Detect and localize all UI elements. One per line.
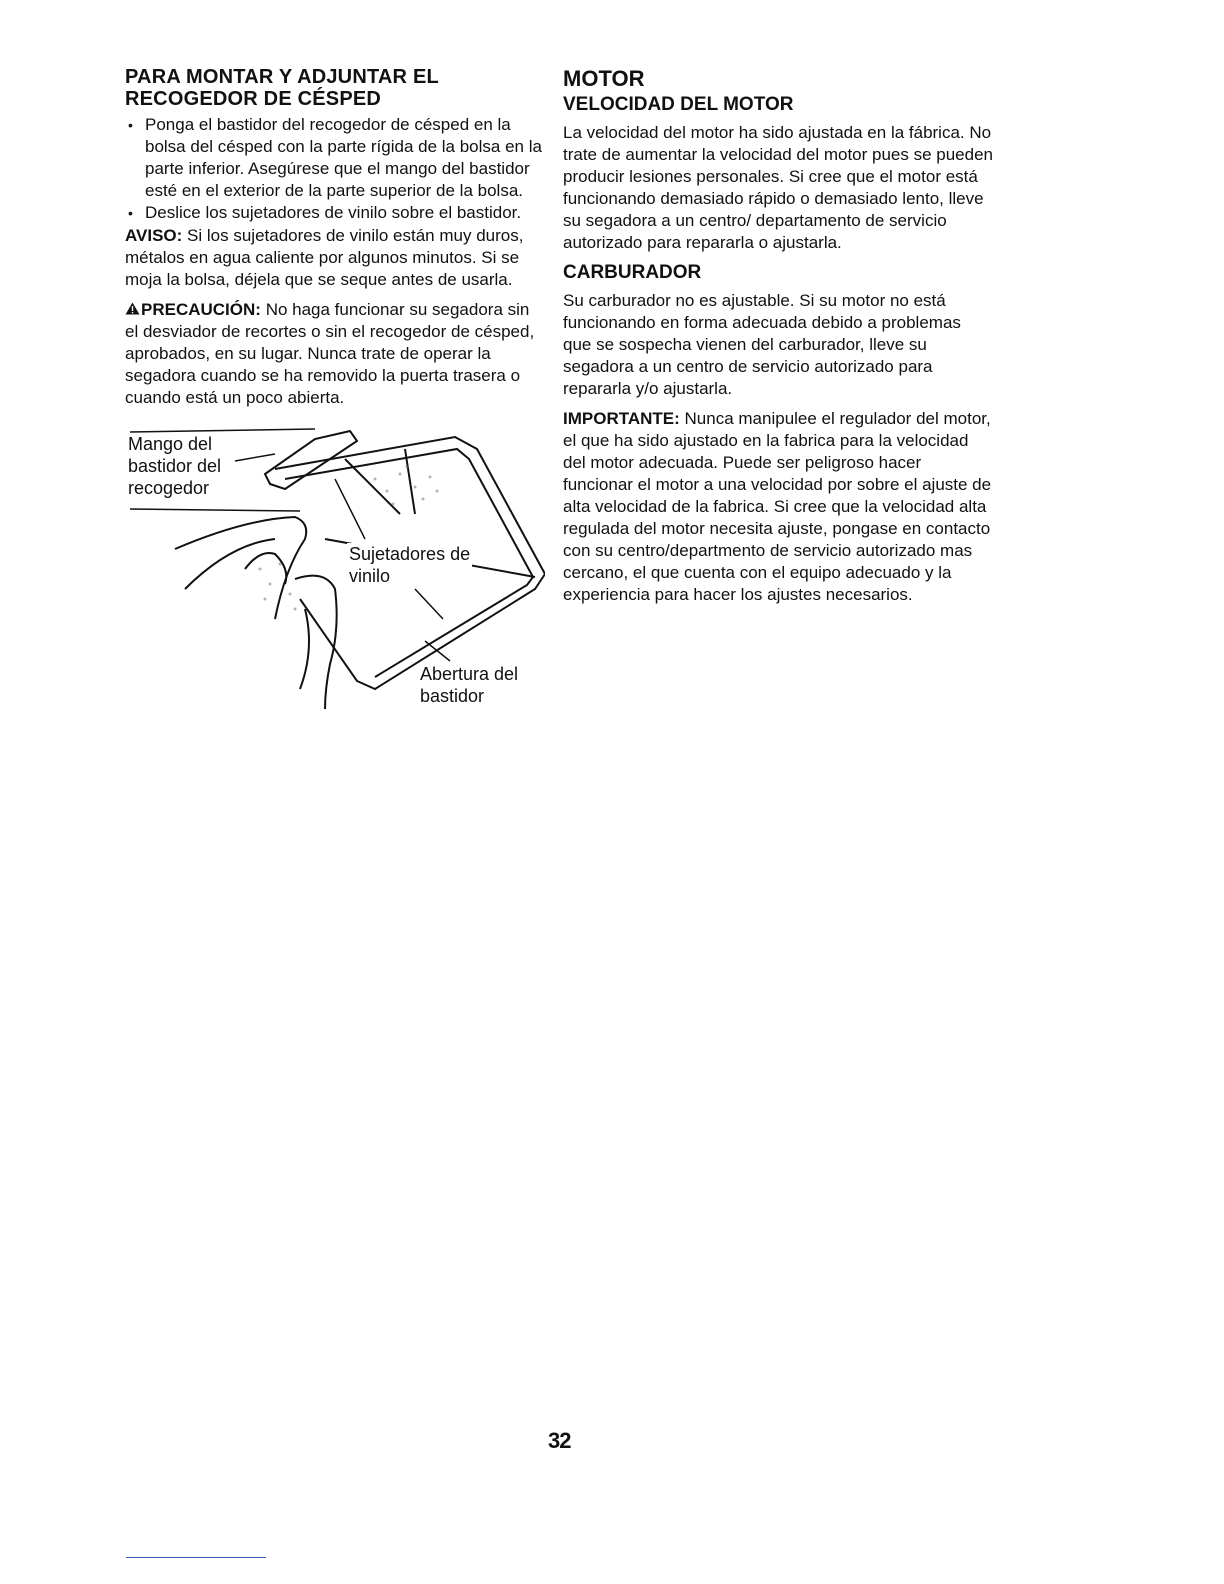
frame-opening-label (420, 663, 518, 707)
importante-note (563, 408, 993, 606)
engine-speed-heading: VELOCIDAD DEL MOTOR (563, 94, 794, 115)
vinyl-clips-label-line: Sujetadores de (349, 544, 471, 564)
frame-handle-label-line: bastidor del (128, 456, 222, 476)
list-item: • Ponga el bastidor del recogedor de césped en la bolsa del césped con la parte rígida de la bolsa en la parte inferior. Asegúrese que el mango del bastidor esté en el exterior de la parte superior de la bolsa. (125, 114, 545, 202)
grass-catcher-illustration (125, 419, 545, 719)
footer-rule (126, 1557, 266, 1558)
precaucion-label: PRECAUCIÓN: (141, 300, 261, 319)
left-column (125, 66, 545, 719)
assembly-steps (125, 114, 545, 224)
precaucion-note (125, 299, 545, 409)
frame-opening-label-line: bastidor (420, 686, 485, 706)
vinyl-clips-label-line: vinilo (349, 566, 391, 586)
motor-section-title: MOTOR (563, 66, 645, 91)
warning-triangle-icon (125, 299, 140, 321)
aviso-text: Si los sujetadores de vinilo están muy duros, métalos en agua caliente por algunos minutos. Si se moja la bolsa, déjela que se seque antes de usarla. (125, 226, 524, 289)
frame-handle-label-line: Mango del (128, 434, 213, 454)
aviso-label: AVISO: (125, 226, 183, 245)
assembly-heading: PARA MONTAR Y ADJUNTAR EL RECOGEDOR DE CÉSPED (125, 66, 439, 110)
precaucion-text: No haga funcionar su segadora sin el desviador de recortes o sin el recogedor de césped, aprobados, en su lugar. Nunca trate de operar la segadora cuando se ha removido la puerta trasera o cuando está un poco abierta. (125, 300, 535, 407)
importante-text: Nunca manipulee el regulador del motor, el que ha sido ajustado en la fabrica para la velocidad del motor adecuada. Puede ser peligroso hacer funcionar el motor a una velocidad por sobre el ajuste de alta velocidad de la fabrica. Si cree que la velocidad alta regulada del motor necesita ajuste, pongase en contacto con su centro/departmento de servicio autorizado mas cercano, el que cuenta con el equipo adecuado y la experiencia para hacer los ajustes necesarios. (563, 409, 992, 604)
frame-handle-label (128, 433, 221, 499)
right-column (563, 66, 993, 606)
carburetor-heading: CARBURADOR (563, 262, 702, 283)
importante-label: IMPORTANTE: (563, 409, 680, 428)
carburetor-text: Su carburador no es ajustable. Si su motor no está funcionando en forma adecuada debido a problemas que se sospecha vienen del carburador, lleve su segadora a un centro de servicio autorizado para repararla y/o ajustarla. (563, 291, 961, 398)
frame-handle-label-line: recogedor (128, 478, 210, 498)
aviso-note (125, 225, 545, 291)
page-number: 32 (548, 1428, 571, 1453)
frame-opening-label-line: Abertura del (420, 664, 519, 684)
list-item: • Deslice los sujetadores de vinilo sobre el bastidor. (125, 202, 545, 224)
vinyl-clips-label (347, 543, 472, 587)
engine-speed-text: La velocidad del motor ha sido ajustada en la fábrica. No trate de aumentar la velocidad del motor pues se pueden producir lesiones personales. Si cree que el motor está funcionando demasiado rápido o demasiado lento, lleve su segadora a un centro/ departamento de servicio autorizado para repararla o ajustarla. (563, 123, 993, 252)
